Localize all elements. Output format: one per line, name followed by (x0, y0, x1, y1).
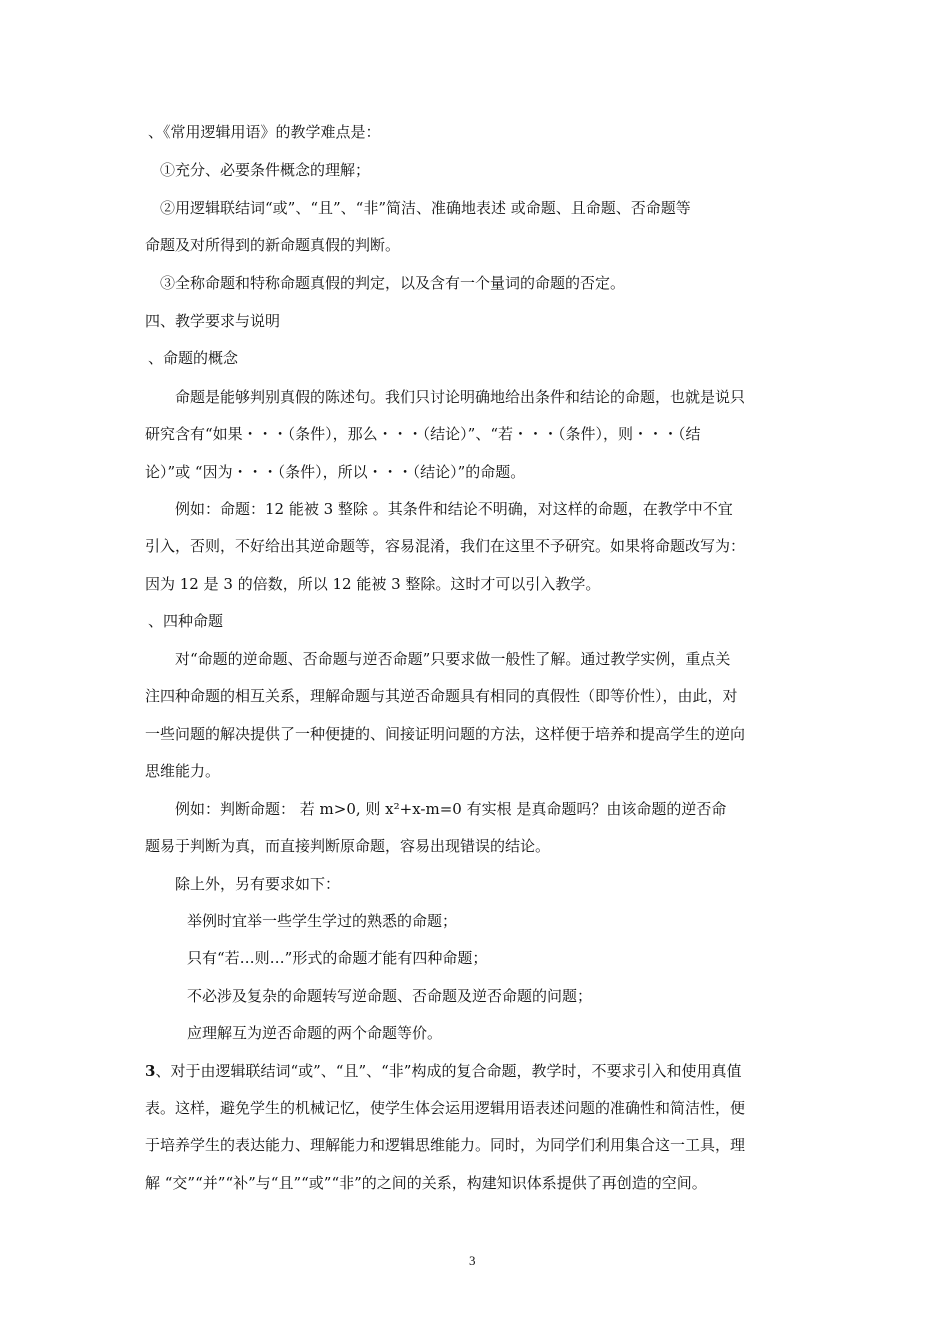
item-number: 3 (145, 1062, 156, 1080)
text-line: ②用逻辑联结词“或”、“且”、“非”简洁、准确地表述 或命题、且命题、否命题等 (160, 199, 691, 217)
text-line: ③全称命题和特称命题真假的判定，以及含有一个量词的命题的否定。 (160, 274, 626, 292)
list-item: 举例时宜举一些学生学过的熟悉的命题； (187, 912, 458, 930)
text-line: 命题是能够判别真假的陈述句。我们只讨论明确地给出条件和结论的命题，也就是说只 (175, 388, 746, 406)
text-line: 对“命题的逆命题、否命题与逆否命题”只要求做一般性了解。通过教学实例，重点关 (175, 650, 731, 668)
text-line: 、《常用逻辑用语》的教学难点是： (148, 123, 381, 141)
text-line: 注四种命题的相互关系，理解命题与其逆否命题具有相同的真假性（即等价性），由此，对 (145, 687, 738, 705)
text-line: 于培养学生的表达能力、理解能力和逻辑思维能力。同时，为同学们利用集合这一工具，理 (145, 1136, 746, 1154)
text-line: 例如：命题：12 能被 3 整除 。其条件和结论不明确，对这样的命题，在教学中不宜 (175, 500, 733, 518)
text-line: ①充分、必要条件概念的理解； (160, 161, 371, 179)
section-heading: 四、教学要求与说明 (145, 312, 281, 330)
text-line: 思维能力。 (145, 762, 221, 780)
text-line: 解 “交”“并”“补”与“且”“或”“非”的之间的关系，构建知识体系提供了再创造的空间。 (145, 1174, 707, 1192)
text-line: 表。这样，避免学生的机械记忆，使学生体会运用逻辑用语表述问题的准确性和简洁性，便 (145, 1099, 746, 1117)
text-line: 除上外，另有要求如下： (175, 875, 341, 893)
text-line: 因为 12 是 3 的倍数，所以 12 能被 3 整除。这时才可以引入教学。 (145, 575, 601, 593)
text-line: 研究含有“如果・・・（条件），那么・・・（结论）”、“若・・・（条件），则・・・（结 (145, 425, 701, 443)
page-number: 3 (469, 1253, 476, 1268)
subsection-heading: 、四种命题 (148, 612, 224, 630)
list-item: 应理解互为逆否命题的两个命题等价。 (187, 1024, 443, 1042)
text-line: 题易于判断为真，而直接判断原命题，容易出现错误的结论。 (145, 837, 551, 855)
text-line-content: 、对于由逻辑联结词“或”、“且”、“非”构成的复合命题，教学时，不要求引入和使用真值 (155, 1062, 742, 1080)
text-line: 论）”或 “因为・・・（条件），所以・・・（结论）”的命题。 (145, 463, 526, 481)
text-line: 引入，否则，不好给出其逆命题等，容易混淆，我们在这里不予研究。如果将命题改写为： (145, 537, 746, 555)
list-item: 不必涉及复杂的命题转写逆命题、否命题及逆否命题的问题； (187, 987, 593, 1005)
text-line (145, 1061, 741, 1081)
subsection-heading: 、命题的概念 (148, 349, 239, 367)
text-line: 例如：判断命题： 若 m>0, 则 x²+x-m=0 有实根 是真命题吗？由该命题的逆否命 (175, 800, 727, 818)
text-line: 一些问题的解决提供了一种便捷的、间接证明问题的方法，这样便于培养和提高学生的逆向 (145, 725, 746, 743)
text-line: 命题及对所得到的新命题真假的判断。 (145, 236, 401, 254)
list-item: 只有“若…则…”形式的命题才能有四种命题； (187, 949, 488, 967)
